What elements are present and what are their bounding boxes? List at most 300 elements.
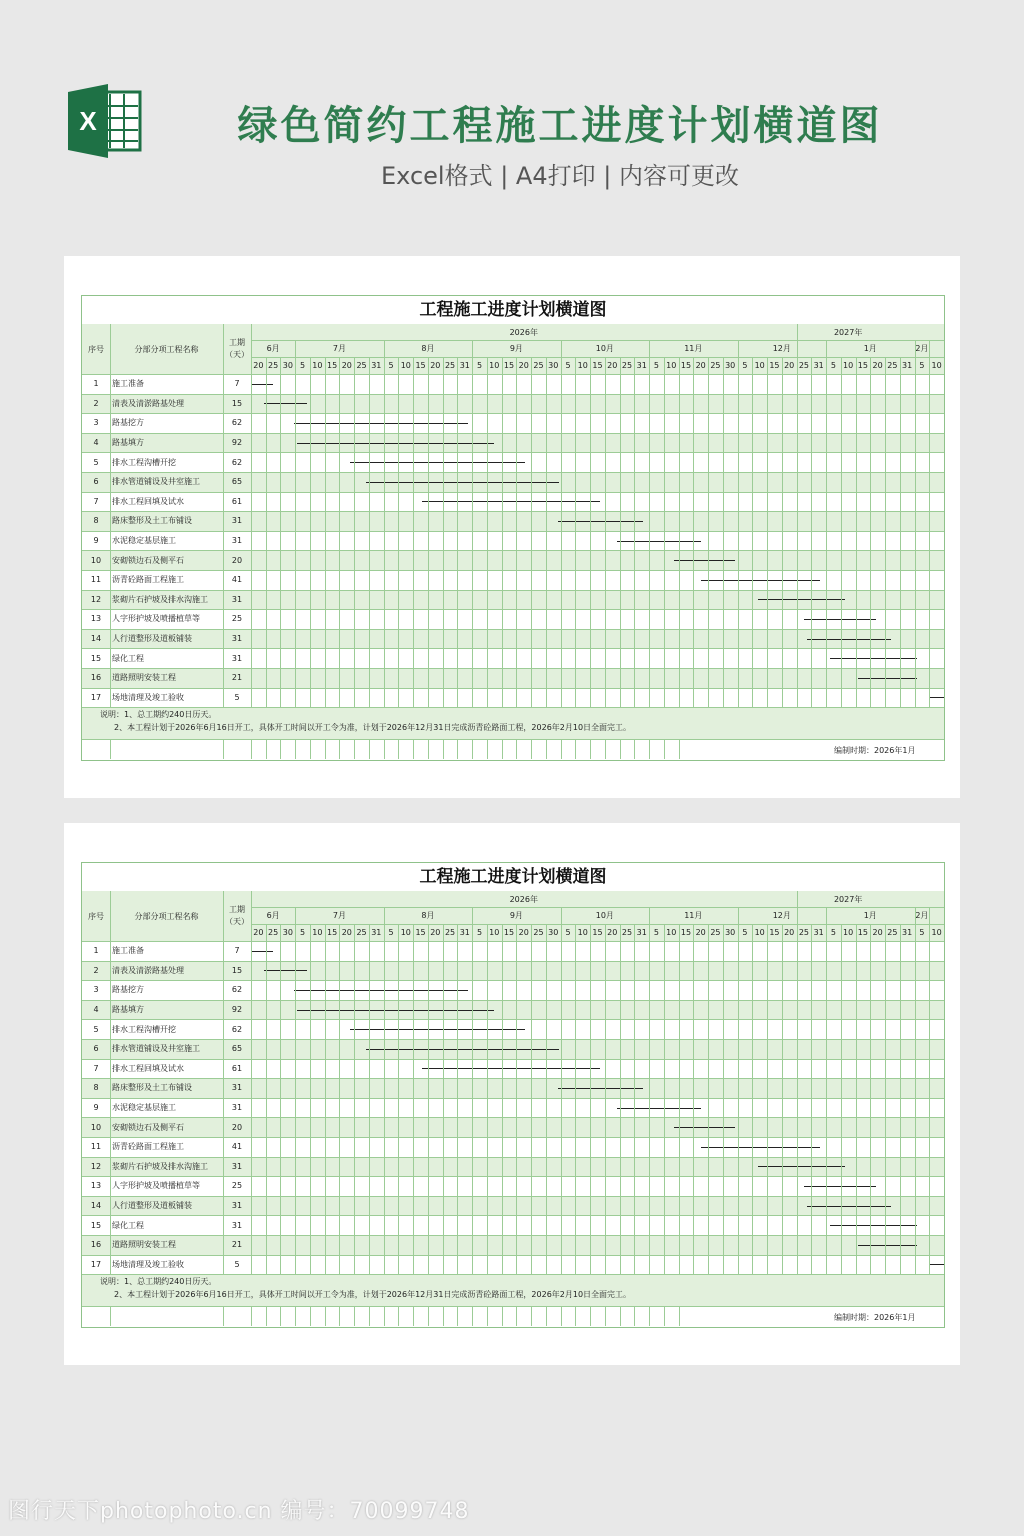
day-header: 15	[415, 928, 426, 937]
grid-line	[82, 739, 944, 740]
grid-line	[915, 907, 916, 1274]
day-header: 25	[710, 928, 721, 937]
grid-line	[251, 324, 252, 707]
task-days: 25	[231, 1181, 243, 1191]
grid-line	[354, 739, 355, 759]
gantt-bar	[297, 443, 495, 444]
task-name: 施工准备	[112, 379, 144, 389]
task-name: 绿化工程	[112, 1220, 144, 1230]
grid-line	[531, 739, 532, 759]
grid-line	[310, 924, 311, 1274]
day-header: 15	[769, 928, 780, 937]
task-days: 62	[231, 418, 243, 428]
day-header: 31	[371, 361, 382, 370]
grid-line	[870, 357, 871, 707]
task-no: 10	[90, 1122, 102, 1132]
grid-line	[546, 1306, 547, 1326]
month-header: 8月	[421, 911, 435, 920]
grid-line	[502, 739, 503, 759]
day-header: 5	[388, 928, 394, 937]
task-days: 25	[231, 614, 243, 624]
task-days: 31	[231, 1220, 243, 1230]
day-header: 15	[680, 928, 692, 937]
gantt-bar	[422, 501, 600, 502]
preview-card-2	[64, 823, 960, 1365]
grid-line	[223, 739, 224, 759]
day-header: 15	[680, 361, 692, 370]
note-line: 2、本工程计划于2026年6月16日开工，具体开工时间以开工令为准，计划于2026年12月31日完成沥青砼路面工程，2026年2月10日全面完工。	[114, 723, 632, 733]
grid-line	[679, 357, 680, 707]
grid-line	[679, 739, 680, 759]
year-header: 2026年	[509, 894, 538, 904]
note-line: 说明：1、总工期约240日历天。	[100, 1277, 217, 1287]
task-name: 水泥稳定基层施工	[112, 536, 176, 546]
grid-line	[457, 357, 458, 707]
grid-line	[487, 924, 488, 1274]
grid-line	[251, 739, 252, 759]
gantt-bar	[674, 560, 734, 561]
grid-line	[354, 924, 355, 1274]
task-days: 31	[231, 1161, 243, 1171]
day-header: 20	[784, 928, 795, 937]
year-header: 2027年	[833, 894, 863, 904]
gantt-bar	[701, 580, 820, 581]
note-line: 说明：1、总工期约240日历天。	[100, 710, 217, 720]
grid-line	[310, 1306, 311, 1326]
day-header: 10	[754, 361, 765, 370]
day-header: 10	[931, 361, 942, 370]
grid-line	[223, 1306, 224, 1326]
task-name: 路床整形及土工布铺设	[112, 516, 192, 526]
grid-line	[649, 739, 650, 759]
grid-line	[82, 1306, 944, 1307]
grid-line	[82, 1176, 944, 1177]
task-no: 1	[93, 379, 99, 389]
grid-line	[620, 924, 621, 1274]
task-days: 62	[231, 985, 243, 995]
grid-line	[82, 609, 944, 610]
grid-line	[110, 891, 111, 1274]
gantt-bar	[350, 1029, 525, 1030]
grid-line	[82, 1039, 944, 1040]
day-header: 30	[548, 361, 559, 370]
grid-line	[82, 550, 944, 551]
day-header: 5	[919, 928, 925, 937]
task-days: 92	[231, 1005, 243, 1015]
grid-line	[82, 452, 944, 453]
task-no: 12	[90, 1161, 102, 1171]
grid-line	[708, 357, 709, 707]
grid-line	[472, 907, 473, 1274]
month-header: 6月	[266, 911, 280, 920]
grid-line	[693, 924, 694, 1274]
grid-line	[110, 739, 111, 759]
day-header: 10	[400, 361, 411, 370]
task-days: 31	[231, 1083, 243, 1093]
grid-line	[634, 924, 635, 1274]
grid-line	[310, 357, 311, 707]
grid-line	[605, 357, 606, 707]
grid-line	[752, 924, 753, 1274]
task-days: 15	[231, 398, 243, 408]
grid-line	[82, 531, 944, 532]
task-days: 65	[231, 1044, 243, 1054]
gantt-bar	[251, 951, 273, 952]
task-no: 15	[90, 1220, 102, 1230]
task-no: 7	[93, 496, 99, 506]
grid-line	[856, 924, 857, 1274]
task-no: 15	[90, 653, 102, 663]
task-no: 11	[90, 1142, 102, 1152]
day-header: 20	[518, 928, 529, 937]
grid-line	[679, 924, 680, 1274]
grid-line	[590, 924, 591, 1274]
notes	[100, 1275, 920, 1301]
month-header: 2月	[915, 911, 929, 920]
task-no: 5	[93, 1024, 99, 1034]
day-header: 15	[592, 928, 603, 937]
grid-line	[826, 340, 827, 707]
grid-line	[649, 340, 650, 707]
grid-line	[649, 907, 650, 1274]
grid-line	[915, 340, 916, 707]
grid-line	[516, 1306, 517, 1326]
grid-line	[266, 357, 267, 707]
day-header: 10	[577, 928, 588, 937]
grid-line	[82, 1157, 944, 1158]
grid-line	[929, 340, 930, 707]
task-name: 绿化工程	[112, 653, 144, 663]
grid-line	[561, 340, 562, 707]
gantt-bar	[858, 678, 917, 679]
compiled-date: 编制时期：2026年1月	[834, 746, 916, 756]
grid-line	[679, 1306, 680, 1326]
grid-line	[339, 924, 340, 1274]
grid-line	[266, 1306, 267, 1326]
task-days: 15	[231, 965, 243, 975]
task-days: 31	[231, 594, 243, 604]
task-name: 排水工程回填及试水	[112, 496, 184, 506]
grid-line	[369, 357, 370, 707]
month-header: 10月	[595, 911, 614, 920]
grid-line	[82, 1078, 944, 1079]
header-name: 分部分项工程名称	[134, 344, 199, 354]
month-header: 9月	[509, 911, 523, 920]
day-header: 5	[830, 361, 836, 370]
task-days: 5	[234, 1259, 240, 1269]
gantt-bar	[422, 1068, 600, 1069]
grid-line	[82, 648, 944, 649]
grid-line	[82, 394, 944, 395]
grid-line	[384, 907, 385, 1274]
note-line: 2、本工程计划于2026年6月16日开工，具体开工时间以开工令为准，计划于2026年12月31日完成沥青砼路面工程，2026年2月10日全面完工。	[114, 1290, 632, 1300]
task-days: 20	[231, 555, 243, 565]
task-name: 人行道整形及道板铺装	[112, 634, 192, 644]
grid-line	[487, 739, 488, 759]
gantt-bar	[617, 541, 701, 542]
day-header: 25	[533, 361, 544, 370]
grid-line	[649, 1306, 650, 1326]
task-days: 62	[231, 457, 243, 467]
day-header: 10	[400, 928, 411, 937]
header-days: 工期（天）	[225, 905, 249, 926]
task-days: 7	[234, 946, 240, 956]
day-header: 20	[607, 361, 618, 370]
grid-line	[82, 980, 944, 981]
month-header: 12月	[772, 911, 791, 920]
grid-line	[811, 924, 812, 1274]
day-header: 25	[356, 928, 367, 937]
gantt-bar	[558, 1088, 644, 1089]
grid-line	[605, 1306, 606, 1326]
day-header: 20	[253, 928, 264, 937]
grid-line	[620, 739, 621, 759]
task-days: 61	[231, 496, 243, 506]
grid-line	[502, 357, 503, 707]
grid-line	[398, 739, 399, 759]
grid-line	[82, 1235, 944, 1236]
header-name: 分部分项工程名称	[134, 911, 199, 921]
grid-line	[561, 739, 562, 759]
grid-line	[223, 891, 224, 1274]
grid-line	[82, 1000, 944, 1001]
day-header: 30	[282, 928, 293, 937]
grid-line	[531, 357, 532, 707]
grid-line	[472, 1306, 473, 1326]
grid-line	[516, 739, 517, 759]
grid-line	[620, 357, 621, 707]
grid-line	[531, 924, 532, 1274]
grid-line	[398, 924, 399, 1274]
task-no: 6	[93, 1044, 99, 1054]
day-header: 5	[830, 928, 836, 937]
task-no: 4	[93, 438, 99, 448]
grid-line	[590, 739, 591, 759]
excel-letter: X	[79, 106, 97, 136]
grid-line	[82, 374, 944, 375]
day-header: 25	[356, 361, 367, 370]
grid-line	[266, 924, 267, 1274]
day-header: 10	[666, 361, 677, 370]
task-no: 16	[90, 1240, 102, 1250]
task-no: 9	[93, 1103, 99, 1113]
month-header: 7月	[332, 911, 346, 920]
day-header: 5	[742, 928, 748, 937]
grid-line	[885, 924, 886, 1274]
task-name: 路床整形及土工布铺设	[112, 1083, 192, 1093]
grid-line	[664, 357, 665, 707]
task-days: 61	[231, 1063, 243, 1073]
grid-line	[428, 924, 429, 1274]
day-header: 15	[857, 361, 868, 370]
grid-line	[280, 357, 281, 707]
gantt-bar	[264, 970, 307, 971]
day-header: 31	[813, 928, 824, 937]
day-header: 10	[312, 928, 323, 937]
gantt-bar	[758, 599, 845, 600]
month-header: 10月	[595, 344, 614, 353]
task-no: 13	[90, 1181, 102, 1191]
month-header: 8月	[421, 344, 435, 353]
task-no: 2	[93, 965, 99, 975]
task-name: 排水工程沟槽开挖	[112, 1024, 176, 1034]
grid-line	[82, 1137, 944, 1138]
grid-line	[575, 739, 576, 759]
task-days: 31	[231, 1103, 243, 1113]
compiled-date: 编制时期：2026年1月	[834, 1313, 916, 1323]
task-no: 16	[90, 673, 102, 683]
task-name: 排水工程回填及试水	[112, 1063, 184, 1073]
grid-line	[82, 1215, 944, 1216]
grid-line	[929, 907, 930, 1274]
grid-line	[82, 433, 944, 434]
grid-line	[82, 1019, 944, 1020]
grid-line	[82, 1059, 944, 1060]
grid-line	[251, 1306, 252, 1326]
grid-line	[782, 357, 783, 707]
month-header: 7月	[332, 344, 346, 353]
task-name: 场地清理及竣工验收	[112, 1259, 184, 1269]
grid-line	[295, 739, 296, 759]
day-header: 5	[565, 928, 571, 937]
task-days: 62	[231, 1024, 243, 1034]
grid-line	[767, 924, 768, 1274]
day-header: 25	[798, 361, 809, 370]
grid-line	[82, 629, 944, 630]
grid-line	[457, 739, 458, 759]
task-days: 65	[231, 477, 243, 487]
day-header: 20	[784, 361, 795, 370]
task-no: 10	[90, 555, 102, 565]
notes	[100, 708, 920, 734]
gantt-bar	[701, 1147, 820, 1148]
grid-line	[826, 907, 827, 1274]
gantt-bar	[294, 423, 468, 424]
grid-line	[398, 1306, 399, 1326]
day-header: 20	[253, 361, 264, 370]
grid-line	[325, 357, 326, 707]
grid-line	[575, 357, 576, 707]
day-header: 31	[636, 928, 647, 937]
task-days: 7	[234, 379, 240, 389]
grid-line	[767, 357, 768, 707]
day-header: 10	[489, 361, 500, 370]
task-name: 清表及清淤路基处理	[112, 965, 184, 975]
day-header: 15	[415, 361, 426, 370]
day-header: 10	[577, 361, 588, 370]
grid-line	[516, 924, 517, 1274]
grid-line	[384, 1306, 385, 1326]
month-header: 2月	[915, 344, 929, 353]
grid-line	[369, 924, 370, 1274]
day-header: 31	[813, 361, 824, 370]
day-header: 10	[843, 928, 854, 937]
grid-line	[472, 739, 473, 759]
day-header: 30	[725, 928, 736, 937]
grid-line	[413, 357, 414, 707]
grid-line	[664, 1306, 665, 1326]
grid-line	[487, 1306, 488, 1326]
grid-line	[841, 357, 842, 707]
grid-line	[590, 357, 591, 707]
day-header: 10	[489, 928, 500, 937]
grid-line	[266, 739, 267, 759]
grid-line	[369, 1306, 370, 1326]
day-header: 10	[931, 928, 942, 937]
task-no: 14	[90, 634, 102, 644]
task-no: 14	[90, 1201, 102, 1211]
grid-line	[664, 924, 665, 1274]
grid-line	[223, 324, 224, 707]
day-header: 10	[312, 361, 323, 370]
grid-line	[325, 924, 326, 1274]
gantt-bar	[758, 1166, 845, 1167]
task-name: 安砌锁边石及侧平石	[112, 555, 184, 565]
task-name: 水泥稳定基层施工	[112, 1103, 176, 1113]
task-days: 21	[231, 673, 243, 683]
grid-line	[310, 739, 311, 759]
grid-line	[502, 924, 503, 1274]
day-header: 25	[444, 361, 456, 370]
grid-line	[546, 739, 547, 759]
grid-line	[546, 924, 547, 1274]
task-name: 路基填方	[112, 1005, 144, 1015]
grid-line	[457, 1306, 458, 1326]
day-header: 10	[843, 361, 854, 370]
grid-line	[811, 357, 812, 707]
gantt-bar	[929, 697, 944, 698]
grid-line	[280, 739, 281, 759]
grid-line	[82, 511, 944, 512]
grid-line	[82, 1098, 944, 1099]
task-name: 路基填方	[112, 438, 144, 448]
gantt-bar	[294, 990, 468, 991]
day-header: 5	[565, 361, 571, 370]
day-header: 5	[742, 361, 748, 370]
day-header: 5	[476, 361, 483, 370]
grid-line	[693, 357, 694, 707]
day-header: 20	[341, 361, 352, 370]
grid-line	[428, 1306, 429, 1326]
gantt-bar	[858, 1245, 917, 1246]
grid-line	[634, 739, 635, 759]
grid-line	[708, 924, 709, 1274]
grid-line	[82, 570, 944, 571]
grid-line	[280, 1306, 281, 1326]
day-header: 15	[592, 361, 603, 370]
grid-line	[870, 924, 871, 1274]
grid-line	[82, 941, 944, 942]
grid-line	[82, 590, 944, 591]
gantt-bar	[350, 462, 525, 463]
task-name: 施工准备	[112, 946, 144, 956]
grid-line	[561, 907, 562, 1274]
grid-line	[82, 413, 944, 414]
day-header: 20	[518, 361, 529, 370]
grid-line	[443, 357, 444, 707]
day-header: 5	[300, 361, 306, 370]
preview-card-1	[64, 256, 960, 798]
day-header: 31	[902, 928, 913, 937]
task-no: 8	[93, 516, 99, 526]
grid-line	[885, 357, 886, 707]
grid-line	[443, 924, 444, 1274]
grid-line	[561, 1306, 562, 1326]
header-seq: 序号	[88, 911, 104, 921]
day-header: 25	[533, 928, 544, 937]
grid-line	[797, 891, 798, 1274]
grid-line	[605, 924, 606, 1274]
